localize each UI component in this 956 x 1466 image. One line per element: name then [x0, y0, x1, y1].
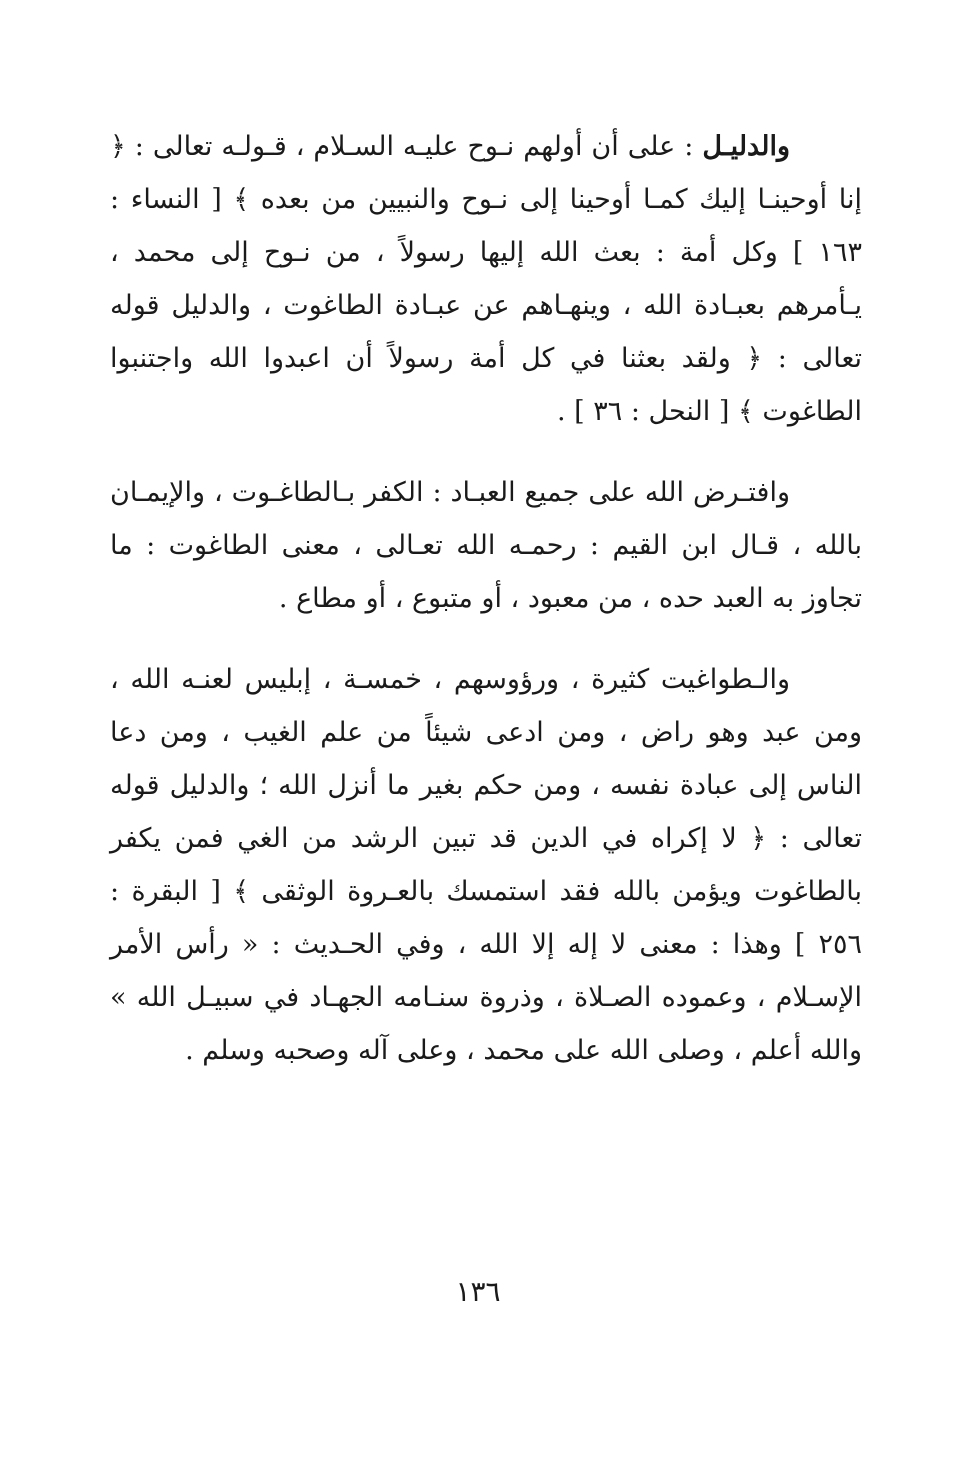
- page-body: [110, 120, 862, 1105]
- paragraph-3-text: والـطواغيت كثيرة ، ورؤوسهم ، خمسـة ، إبليس لعنـه الله ، ومن عبد وهو راض ، ومن ادعى شيئاً من علم الغيب ، ومن دعا الناس إلى عبادة نفسه ، ومن حكم بغير ما أنزل الله ؛ والدليل قوله تعالى : ﴿ لا إكراه في الدين قد تبين الرشد من الغي فمن يكفر بالطاغوت ويؤمن بالله فقد استمسك بالعـروة الوثقى ﴾ [ البقرة : ٢٥٦ ] وهذا : معنى لا إله إلا الله ، وفي الحـديث : « رأس الأمر الإسـلام ، وعموده الصـلاة ، وذروة سنـامه الجهـاد في سبيـل الله » والله أعلم ، وصلى الله على محمد ، وعلى آله وصحبه وسلم .: [110, 664, 862, 1066]
- paragraph-3: [110, 653, 862, 1077]
- paragraph-2-text: وافتـرض الله على جميع العبـاد : الكفر بـالطاغـوت ، والإيمـان بالله ، قـال ابن القيم : رحمـه الله تعـالى ، معنى الطاغوت : ما تجاوز به العبد حده ، من معبود ، أو متبوع ، أو مطاع .: [110, 477, 862, 614]
- paragraph-2: [110, 466, 862, 625]
- paragraph-1-lead: والدليـل: [702, 131, 790, 162]
- paragraph-1: [110, 120, 862, 438]
- paragraph-1-text: : على أن أولهم نـوح عليـه السـلام ، قـولـه تعالى : ﴿ إنا أوحينـا إليك كمـا أوحينا إلى نـوح والنبيين من بعده ﴾ [ النساء : ١٦٣ ] وكل أمة : بعث الله إليها رسولاً ، من نـوح إلى محمد ، يـأمرهم بعبـادة الله ، وينهـاهم عن عبـادة الطاغوت ، والدليل قوله تعالى : ﴿ ولقد بعثنا في كل أمة رسولاً أن اعبدوا الله واجتنبوا الطاغوت ﴾ [ النحل : ٣٦ ] .: [110, 131, 862, 427]
- page-number: ١٣٦: [455, 1275, 501, 1308]
